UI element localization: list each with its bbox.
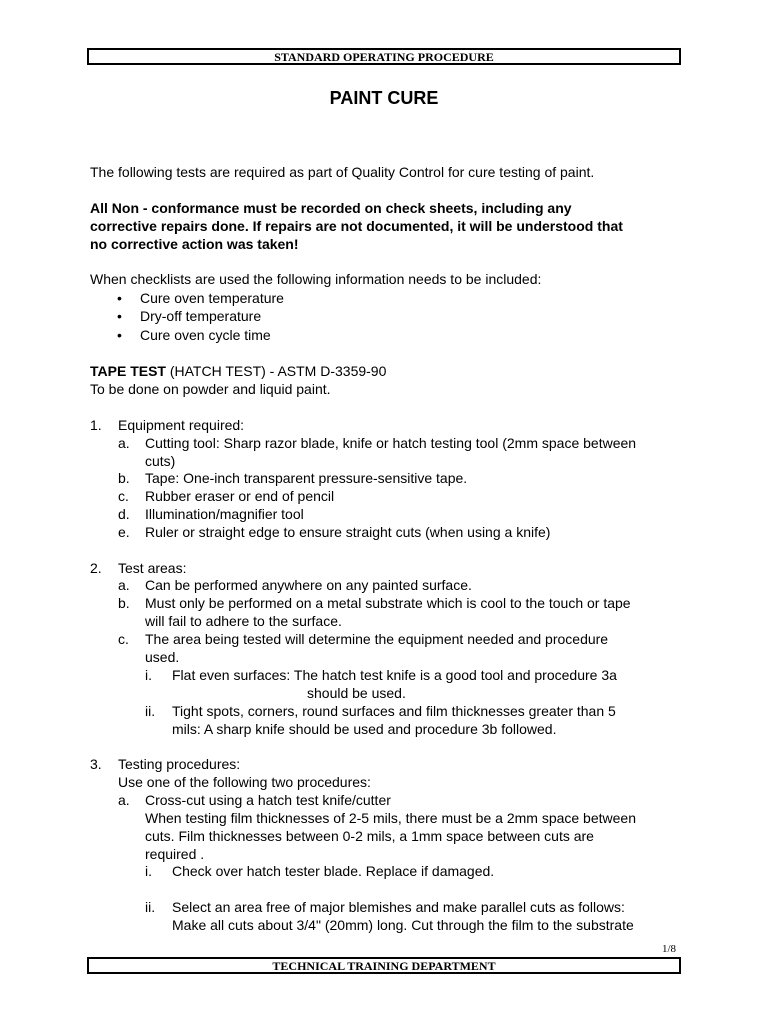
item-label: a. (118, 577, 130, 593)
tape-test-subline: To be done on powder and liquid paint. (90, 381, 331, 397)
item-label: c. (118, 488, 129, 504)
page-number: 1/8 (662, 943, 677, 955)
item-label: b. (118, 595, 130, 611)
item-text: Cutting tool: Sharp razor blade, knife or hatch testing tool (2mm space between (145, 435, 637, 451)
warning-line-2: corrective repairs done. If repairs are not documented, it will be understood that (90, 218, 623, 234)
section-number: 2. (90, 560, 102, 576)
warning-line-1: All Non - conformance must be recorded on check sheets, including any (90, 200, 572, 216)
item-text: Cross-cut using a hatch test knife/cutter (145, 792, 391, 808)
subitem-label: ii. (145, 703, 156, 719)
checklist-item: Cure oven temperature (140, 290, 284, 306)
subitem-label: ii. (145, 899, 156, 915)
section-title: Testing procedures: (118, 756, 241, 772)
item-label: a. (118, 792, 130, 808)
subitem-text: Select an area free of major blemishes and make parallel cuts as follows: (172, 899, 625, 915)
item-label: b. (118, 470, 130, 486)
subitem-label: i. (145, 667, 152, 683)
item-text: When testing film thicknesses of 2-5 mils, there must be a 2mm space between (145, 810, 636, 826)
subitem-text: mils: A sharp knife should be used and procedure 3b followed. (172, 721, 557, 737)
tape-test-heading-bold: TAPE TEST (90, 363, 166, 379)
footer-box: TECHNICAL TRAINING DEPARTMENT (87, 957, 681, 974)
subitem-text: should be used. (307, 685, 406, 701)
item-text: will fail to adhere to the surface. (145, 613, 342, 629)
item-text: required . (145, 846, 205, 862)
checklist-intro: When checklists are used the following information needs to be included: (90, 271, 542, 287)
subitem-text: Tight spots, corners, round surfaces and film thicknesses greater than 5 (172, 703, 616, 719)
bullet-icon: • (117, 327, 122, 343)
item-label: e. (118, 524, 130, 540)
intro-text: The following tests are required as part of Quality Control for cure testing of paint. (90, 164, 595, 180)
bullet-icon: • (117, 308, 122, 324)
section-number: 3. (90, 756, 102, 772)
section-number: 1. (90, 417, 102, 433)
page-title: PAINT CURE (329, 88, 439, 108)
item-text: The area being tested will determine the equipment needed and procedure (145, 631, 609, 647)
tape-test-heading-rest: (HATCH TEST) - ASTM D-3359-90 (165, 363, 387, 379)
item-text: Rubber eraser or end of pencil (145, 488, 335, 504)
checklist-item: Dry-off temperature (140, 308, 262, 324)
item-text: used. (145, 649, 180, 665)
warning-line-3: no corrective action was taken! (90, 236, 299, 252)
item-label: a. (118, 435, 130, 451)
item-text: cuts) (145, 453, 176, 469)
item-label: c. (118, 631, 129, 647)
bullet-icon: • (117, 290, 122, 306)
item-text: Tape: One-inch transparent pressure-sensitive tape. (145, 470, 468, 486)
item-text: cuts. Film thicknesses between 0-2 mils, a 1mm space between cuts are (145, 828, 594, 844)
section-text: Use one of the following two procedures: (118, 774, 371, 790)
section-title: Equipment required: (118, 417, 245, 433)
subitem-label: i. (145, 863, 152, 879)
subitem-text: Make all cuts about 3/4" (20mm) long. Cut through the film to the substrate (172, 917, 634, 933)
item-text: Illumination/magnifier tool (145, 506, 304, 522)
section-title: Test areas: (118, 560, 187, 576)
item-text: Can be performed anywhere on any painted surface. (145, 577, 472, 593)
subitem-text: Check over hatch tester blade. Replace if damaged. (172, 863, 495, 879)
header-box: STANDARD OPERATING PROCEDURE (87, 48, 681, 65)
tape-test-heading (90, 362, 386, 380)
item-label: d. (118, 506, 130, 522)
checklist-item: Cure oven cycle time (140, 327, 271, 343)
subitem-text: Flat even surfaces: The hatch test knife is a good tool and procedure 3a (172, 667, 617, 683)
item-text: Must only be performed on a metal substrate which is cool to the touch or tape (145, 595, 631, 611)
item-text: Ruler or straight edge to ensure straight cuts (when using a knife) (145, 524, 551, 540)
